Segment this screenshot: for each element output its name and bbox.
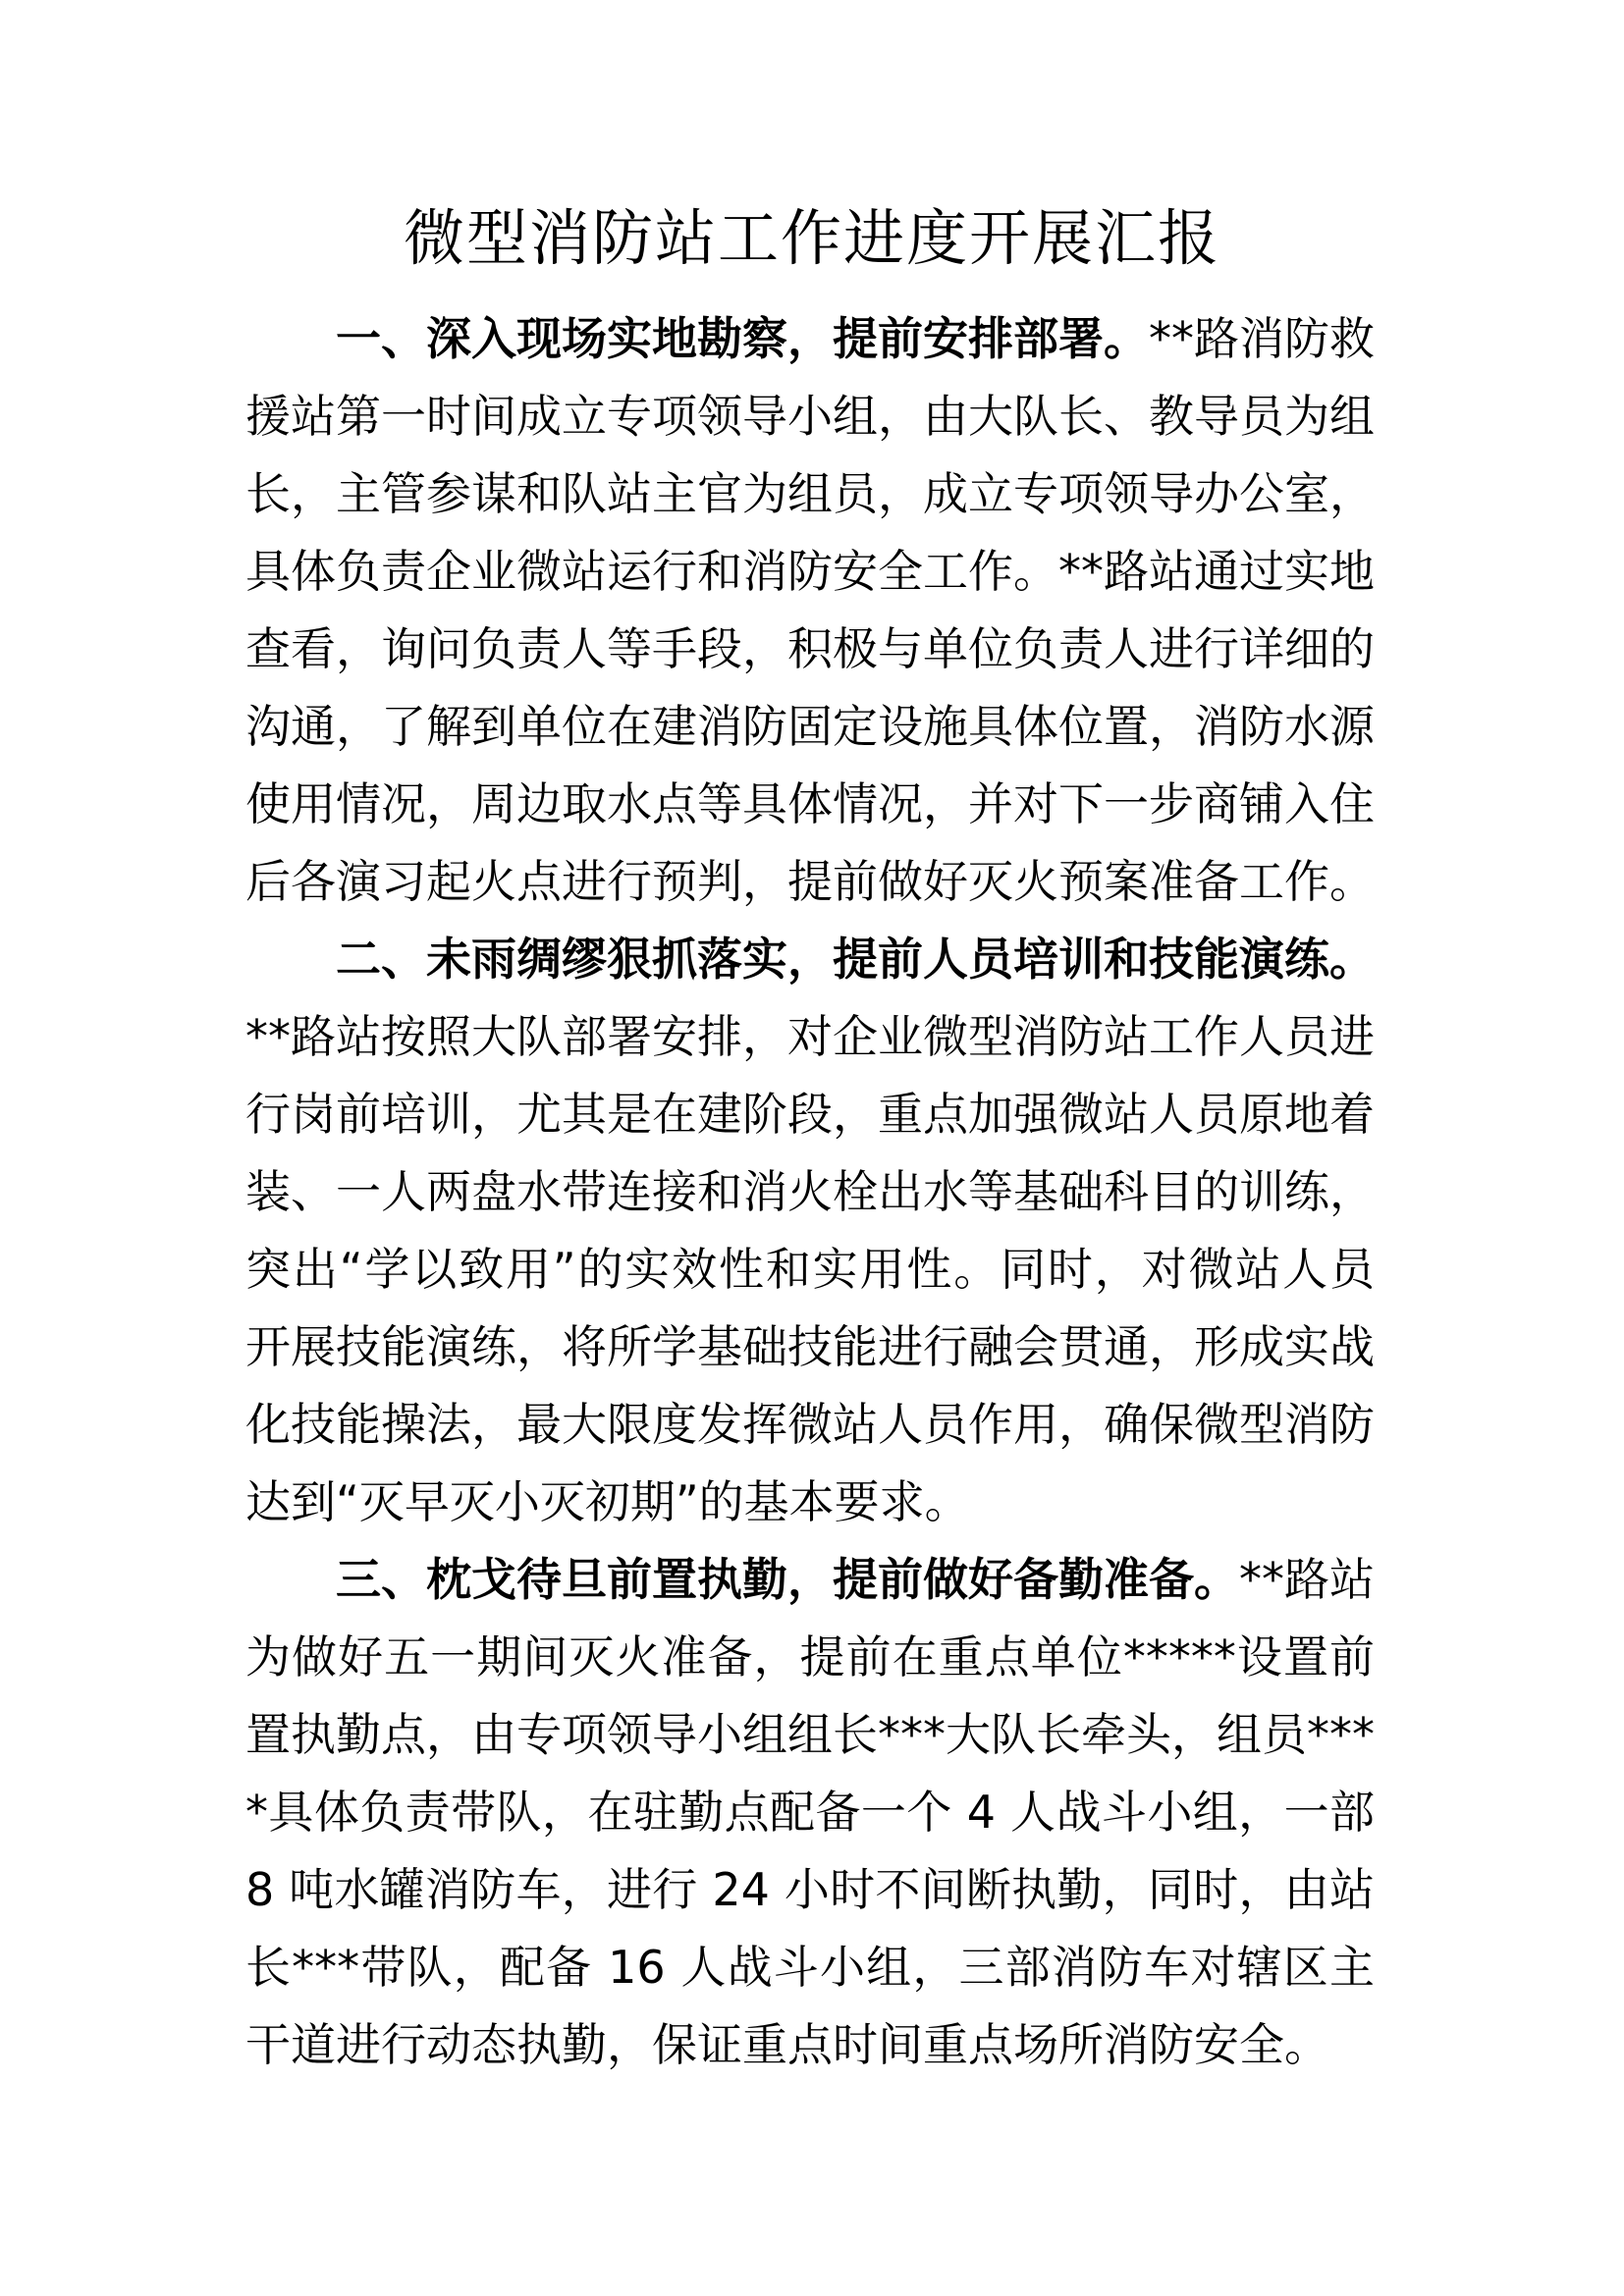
paragraph-1-heading: 一、深入现场实地勘察，提前安排部署。 <box>336 312 1149 365</box>
paragraph-2 <box>245 921 1375 1541</box>
paragraph-1-text: **路消防救援站第一时间成立专项领导小组，由大队长、教导员为组长，主管参谋和队站主官为组员，成立专项领导办公室，具体负责企业微站运行和消防安全工作。**路站通过实地查看，询问负责人等手段，积极与单位负责人进行详细的沟通，了解到单位在建消防固定设施具体位置，消防水源使用情况，周边取水点等具体情况，并对下一步商铺入住后各演习起火点进行预判，提前做好灭火预案准备工作。 <box>245 312 1375 908</box>
paragraph-2-text: **路站按照大队部署安排，对企业微型消防站工作人员进行岗前培训，尤其是在建阶段，重点加强微站人员原地着装、一人两盘水带连接和消火栓出水等基础科目的训练，突出“学以致用”的实效性和实用性。同时，对微站人员开展技能演练，将所学基础技能进行融会贯通，形成实战化技能操法，最大限度发挥微站人员作用，确保微型消防达到“灭早灭小灭初期”的基本要求。 <box>245 1010 1375 1528</box>
document-title: 微型消防站工作进度开展汇报 <box>403 202 1220 274</box>
paragraph-3-heading: 三、枕戈待旦前置执勤，提前做好备勤准备。 <box>336 1553 1239 1606</box>
document-body <box>245 300 1375 2084</box>
paragraph-3-text: **路站为做好五一期间灭火准备，提前在重点单位*****设置前置执勤点，由专项领导小组组长***大队长牵头，组员****具体负责带队，在驻勤点配备一个 4 人战斗小组，一部 8 吨水罐消防车，进行 24 小时不间断执勤，同时，由站长***带队，配备 16 人战斗小组，三部消防车对辖区主干道进行动态执勤，保证重点时间重点场所消防安全。 <box>245 1553 1375 2071</box>
paragraph-3 <box>245 1541 1375 2084</box>
paragraph-2-heading: 二、未雨绸缪狠抓落实，提前人员培训和技能演练。 <box>336 933 1375 986</box>
paragraph-1 <box>245 300 1375 921</box>
